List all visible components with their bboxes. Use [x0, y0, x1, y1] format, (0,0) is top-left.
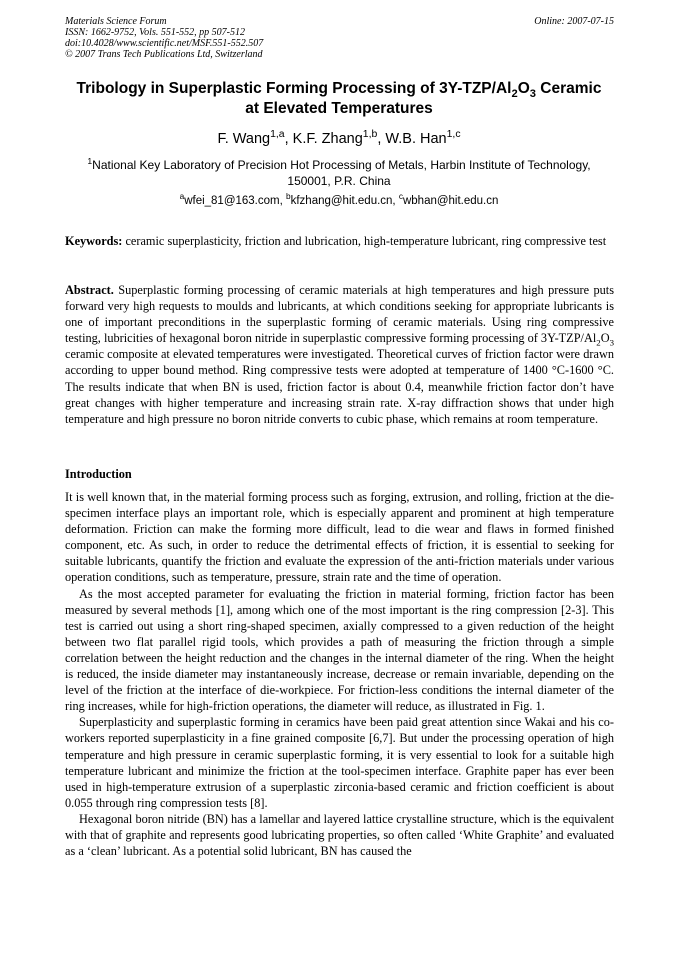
keywords-label: Keywords: — [65, 234, 123, 248]
author-emails: $^a$wfei_81@163.com, $^b$kfzhang@hit.edu.cn, $^c$wbhan@hit.edu.cn — [179, 192, 499, 207]
paper-title — [40, 79, 638, 119]
author-list: F. Wang$^{1,a}$, K.F. Zhang$^{1,b}$, W.B. Han$^{1,c}$ — [217, 129, 461, 147]
author-name: W.B. Han — [385, 131, 447, 147]
paragraph: Hexagonal boron nitride (BN) has a lamellar and layered lattice crystalline structure, which is the equivalent with that of graphite and represents good lubricating properties, so often called ‘White Graphite’ and evaluated as a ‘clean’ lubricant. As a potential solid lubricant, BN has caused the — [65, 811, 614, 859]
author-name: K.F. Zhang — [292, 131, 363, 147]
abstract-label: Abstract. — [65, 283, 114, 297]
issn-line: ISSN: 1662-9752, Vols. 551-552, pp 507-512 — [65, 27, 245, 38]
paragraph: It is well known that, in the material forming process such as forging, extrusion, and rolling, friction at the die-specimen interface plays an important role, which is especially apparent and prominent at high temperature deformation. Friction can make the forming more difficult, lead to die wear and flaws in formed finished component, etc. As such, in order to reduce the detrimental effects of friction, it is essential to seeking for suitable lubricants, quantify the friction and evaluate the expression of the anti-friction materials under various operation conditions, such as temperature, pressure, strain rate and the time of operation. — [65, 490, 614, 585]
journal-name: Materials Science Forum — [65, 16, 167, 27]
copyright-line: © 2007 Trans Tech Publications Ltd, Switzerland — [65, 49, 263, 60]
title-line-2: at Elevated Temperatures — [245, 100, 433, 117]
keywords-section — [65, 233, 614, 249]
paragraph: Superplasticity and superplastic forming in ceramics have been paid great attention since Wakai and his co-workers reported superplasticity in a fine grained composite [6,7]. But under the processing operation of high temperature and high pressure in ceramic superplastic forming, it is very essential to look for a suitable high temperature lubricant and minimize the friction at the tool-specimen interface. Graphite paper has ever been used in high-temperature extrusion of a superplastic zirconia-based ceramic and friction coefficient is about 0.055 through ring compression tests [8]. — [65, 715, 614, 810]
journal-header — [65, 16, 614, 60]
doi-line: doi:10.4028/www.scientific.net/MSF.551-552.507 — [65, 38, 264, 49]
author-name: F. Wang — [217, 131, 271, 147]
keywords-text: ceramic superplasticity, friction and lubrication, high-temperature lubricant, ring compressive test — [122, 234, 607, 248]
affiliation: $^1$National Key Laboratory of Precision Hot Processing of Metals, Harbin Institute of Technology, 150001, P.R. China — [87, 156, 591, 188]
introduction-body — [65, 489, 614, 859]
title-line-1: Tribology in Superplastic Forming Processing of $3Y-TZP/Al_2O_3$ Ceramic — [76, 80, 602, 101]
section-heading: Introduction — [65, 467, 132, 481]
abstract-section: Abstract. Superplastic forming processing of ceramic materials at high temperatures and high pressure puts forward very high requests to moulds and lubricants, at which conditions seeking for appropriate lubricants is one of important preconditions in the superplastic forming of ceramic materials. Using ring compressive testing, lubricities of hexagonal boron nitride in superplastic compressive forming processing of $3Y-TZP/Al_2O_3$ ceramic composite at elevated temperatures were investigated. Theoretical curves of friction factor were drawn according to upper bound method. Ring compressive tests were adopted at temperature of 1400 °C-1600 °C. The results indicate that when BN is used, friction factor is about 0.4, meanwhile friction factor don’t have great changes with higher temperature and increasing strain rate. X-ray diffraction shows that under high temperature and high pressure no boron nitride converts to cubic phase, which remains at room temperature. — [65, 283, 614, 426]
online-date: Online: 2007-07-15 — [534, 16, 614, 27]
paragraph: As the most accepted parameter for evaluating the friction in material forming, friction factor has been measured by several methods [1], among which one of the most important is the ring compression [2-3]. This test is carried out using a short ring-shaped specimen, axially compressed to a given reduction of the height between two flat parallel rigid tools, which provides a path of measuring the friction through a simple correlation between the height reduction and the changes in the internal diameter of the ring. When the height is reduced, the inside diameter may instantaneously increase, decrease or remain invariable, depending on the level of the friction at the interface of die-workpiece. For friction-less conditions the internal diameter of the ring increases, while for high-friction operations, the diameter will reduce, as illustrated in Fig. 1. — [65, 586, 614, 714]
